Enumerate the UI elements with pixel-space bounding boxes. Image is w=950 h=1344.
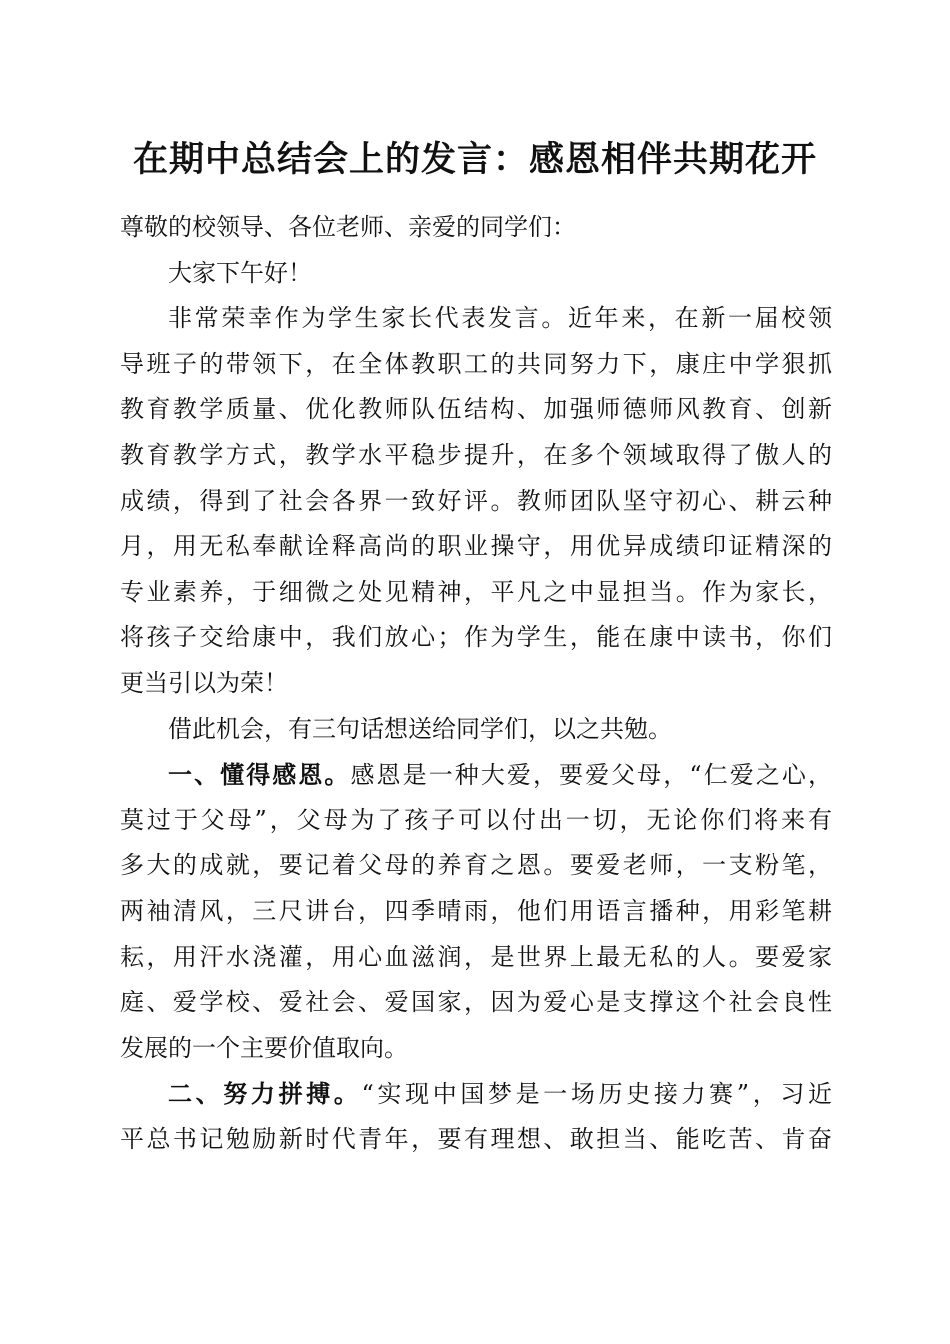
paragraph-line: 教育教学质量、优化教师队伍结构、加强师德师风教育、创新 [120,395,832,424]
paragraph-line: 将孩子交给康中，我们放心；作为学生，能在康中读书，你们 [120,623,832,652]
section-first-line [120,1071,832,1117]
section-text: “实现中国梦是一场历史接力赛”，习近 [361,1080,832,1109]
section-first-line [120,752,832,798]
paragraph-line: 月，用无私奉献诠释高尚的职业操守，用优异成绩印证精深的 [120,532,832,561]
document-title: 在期中总结会上的发言：感恩相伴共期花开 [132,139,817,180]
section-heading: 一、懂得感恩。 [168,760,351,790]
paragraph-line: 教育教学方式，教学水平稳步提升，在多个领域取得了傲人的 [120,440,832,469]
paragraph-line: 莫过于父母”，父母为了孩子可以付出一切，无论你们将来有 [120,805,832,834]
paragraph-line: 耘，用汗水浇灌，用心血滋润，是世界上最无私的人。要爱家 [120,942,832,971]
salutation: 尊敬的校领导、各位老师、亲爱的同学们： [120,213,576,241]
paragraph-line: 两袖清风，三尺讲台，四季晴雨，他们用语言播种，用彩笔耕 [120,896,832,925]
paragraph-line: 更当引以为荣！ [120,668,288,697]
document-body [120,205,832,1162]
greeting: 大家下午好！ [168,258,312,287]
paragraph-line: 非常荣幸作为学生家长代表发言。近年来，在新一届校领 [168,304,832,333]
paragraph-line: 发展的一个主要价值取向。 [120,1033,408,1062]
section-text: 感恩是一种大爱，要爱父母，“仁爱之心， [350,761,832,790]
paragraph-line: 导班子的带领下，在全体教职工的共同努力下，康庄中学狠抓 [120,349,832,378]
section-heading: 二、努力拼搏。 [168,1079,362,1109]
paragraph-line: 成绩，得到了社会各界一致好评。教师团队坚守初心、耕云种 [120,486,832,515]
paragraph-line: 借此机会，有三句话想送给同学们，以之共勉。 [168,714,672,743]
paragraph-line: 专业素养，于细微之处见精神，平凡之中显担当。作为家长， [120,577,832,606]
paragraph-line: 庭、爱学校、爱社会、爱国家，因为爱心是支撑这个社会良性 [120,988,832,1017]
paragraph-line: 多大的成就，要记着父母的养育之恩。要爱老师，一支粉笔， [120,851,832,880]
paragraph-line: 平总书记勉励新时代青年，要有理想、敢担当、能吃苦、肯奋 [120,1124,832,1153]
